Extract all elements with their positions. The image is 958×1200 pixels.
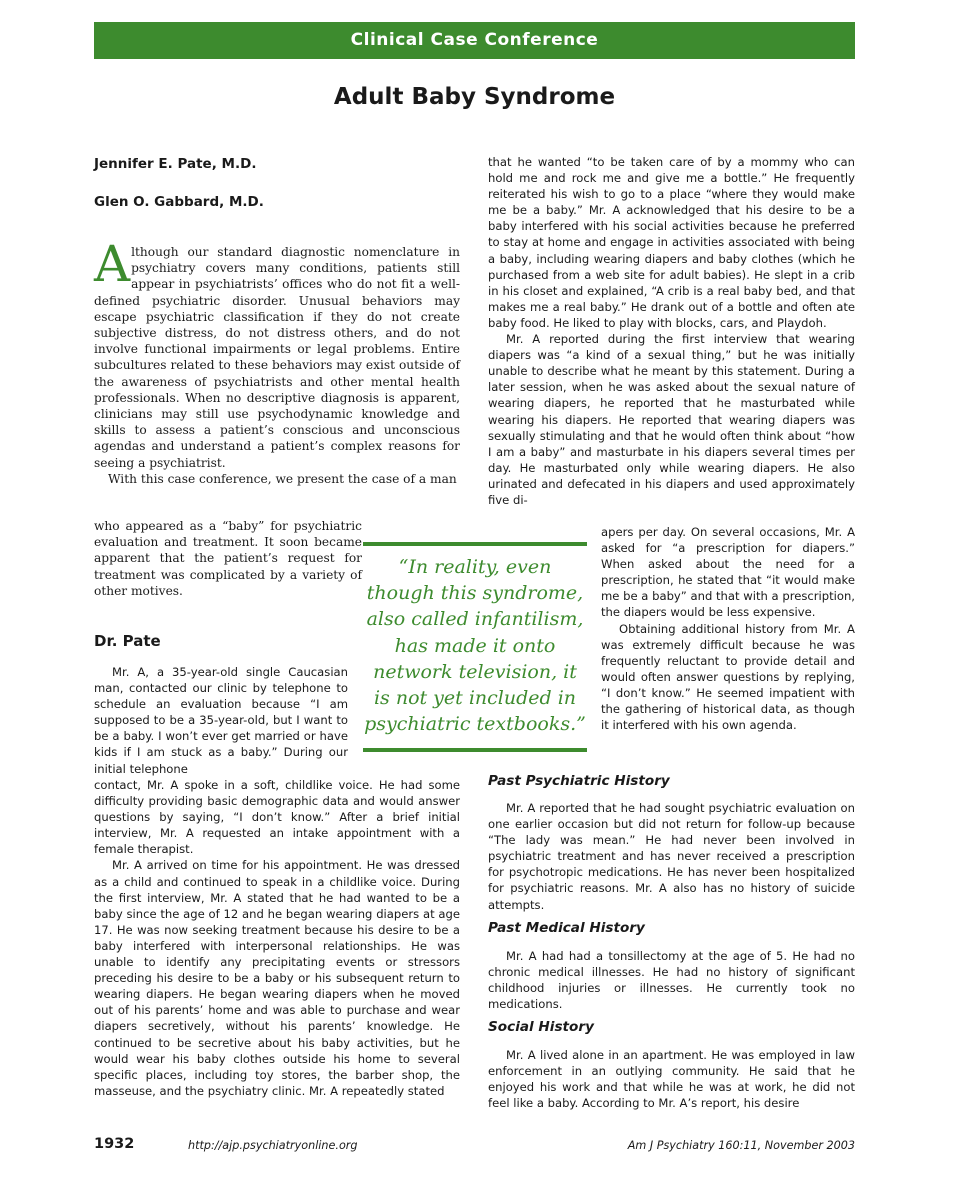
case-paragraph-1-cont: contact, Mr. A spoke in a soft, childlike voice. He had some difficulty providing basic demographic data and would answer questions by saying, “I don’t know.” After a brief initial interview, Mr. A requested an intake appointment with a female therapist. [94, 778, 460, 857]
past-psychiatric-body [488, 800, 855, 913]
social-text: Mr. A lived alone in an apartment. He was employed in law enforcement in an outlying community. He said that he enjoyed his work and that while he was at work, he did not feel like a baby. According to Mr. A’s report, his desire [488, 1048, 855, 1111]
past-medical-text: Mr. A had had a tonsillectomy at the age of 5. He had no chronic medical illnesses. He had no history of significant childhood injuries or illnesses. He currently took no medications. [488, 949, 855, 1012]
author-2: Glen O. Gabbard, M.D. [94, 194, 264, 210]
case-paragraph-2-cont: that he wanted “to be taken care of by a mommy who can hold me and rock me and give me a bottle.” He frequently reiterated his wish to go to a place “where they would make me be a baby.” Mr. A acknowledged that his desire to be a baby interfered with his social activities because he preferred to stay at home and engage in activities associated with being a baby, including wearing diapers and baby clothes (which he purchased from a web site for adult babies). He slept in a crib in his closet and explained, “A crib is a real baby bed, and that makes me a real baby.” He drank out of a bottle and often ate baby food. He liked to play with blocks, cars, and Playdoh. [488, 155, 855, 330]
past-psychiatric-text: Mr. A reported that he had sought psychiatric evaluation on one earlier occasion but did not return for follow-up because “The lady was mean.” He had never been involved in psychiatric treatment and has never received a prescription for psychotropic medications. He has never been hospitalized for psychiatric reasons. Mr. A also has no history of suicide attempts. [488, 801, 855, 912]
drop-cap: A [94, 235, 131, 293]
left-column-body [94, 777, 460, 1099]
intro-paragraph-2-cont: who appeared as a “baby” for psychiatric evaluation and treatment. It soon became apparent that the patient’s request for treatment was complicated by a variety of other motives. [94, 519, 362, 598]
case-text-block: Mr. A, a 35-year-old single Caucasian man, contacted our clinic by telephone to schedule an evaluation because “I am supposed to be a 35-year-old, but I want to be a baby. I won’t ever get married or have kids if I am stuck as a baby.” During our initial telephone [94, 665, 348, 776]
article-title: Adult Baby Syndrome [333, 84, 616, 110]
intro-text [94, 235, 460, 487]
right-column-body [488, 154, 855, 508]
past-medical-body [488, 948, 855, 1012]
section-heading-dr-pate: Dr. Pate [94, 632, 161, 650]
author-1: Jennifer E. Pate, M.D. [94, 156, 257, 172]
case-paragraph-3: Mr. A reported during the first interview that wearing diapers was “a kind of a sexual thing,” but he was initially unable to describe what he meant by this statement. During a later session, when he was asked about the sexual nature of wearing diapers, he reported that he masturbated while wearing his diapers. He reported that wearing diapers was sexually stimulating and that he would often think about “how I am a baby” and masturbate in his diapers several times per day. He masturbated only while wearing diapers. He also urinated and defecated in his diapers and used approximately five di- [488, 332, 855, 507]
heading-social: Social History [488, 1019, 594, 1035]
case-paragraph-4: Obtaining additional history from Mr. A was extremely difficult because he was frequently reluctant to provide detail and would often answer questions by replying, “I don’t know.” He seemed impatient with the gathering of historical data, as though it interfered with his own agenda. [601, 621, 855, 733]
heading-past-psychiatric: Past Psychiatric History [488, 773, 670, 789]
case-paragraph-3-cont: apers per day. On several occasions, Mr. A asked for “a prescription for diapers.” When asked about the need for a prescription, he stated that “it would make me be a baby” and that with a prescription, the diapers would be less expensive. [601, 525, 855, 620]
social-body [488, 1047, 855, 1111]
case-paragraph-1-start [94, 664, 348, 777]
page-number: 1932 [94, 1136, 135, 1152]
section-banner: Clinical Case Conference [94, 22, 855, 59]
journal-url: http://ajp.psychiatryonline.org [188, 1139, 358, 1152]
intro-paragraph-1: lthough our standard diagnostic nomenclature in psychiatry covers many conditions, patients still appear in psychiatrists’ offices who do not fit a well-defined psychiatric disorder. Unusual behaviors may escape psychiatric classification if they do not create subjective distress, do not distress others, and do not involve functional impairments or legal problems. Entire subcultures related to these behaviors may exist outside of the awareness of psychiatrists and other mental health professionals. When no descriptive diagnosis is apparent, clinicians may still use psychodynamic knowledge and skills to assess a patient’s conscious and unconscious agendas and understand a patient’s complex reasons for seeing a psychiatrist. [94, 245, 460, 470]
right-narrow-body [601, 524, 855, 733]
intro-paragraph-2-start: With this case conference, we present the case of a man [108, 471, 457, 486]
journal-citation: Am J Psychiatry 160:11, November 2003 [627, 1139, 855, 1152]
case-paragraph-2: Mr. A arrived on time for his appointment. He was dressed as a child and continued to speak in a childlike voice. During the first interview, Mr. A stated that he had wanted to be a baby since the age of 12 and he began wearing diapers at age 17. He was now seeking treatment because his desire to be a baby interfered with interpersonal relationships. He was unable to identify any precipitating events or stressors preceding his desire to be a baby or his subsequent return to wearing diapers. He began wearing diapers when he moved out of his parents’ home and was able to purchase and wear diapers secretively, without his parents’ knowledge. He continued to be secretive about his baby activities, but he would wear his baby clothes outside his home to several specific places, including toy stores, the barber shop, the masseuse, and the psychiatry clinic. Mr. A repeatedly stated [94, 858, 460, 1098]
heading-past-medical: Past Medical History [488, 920, 645, 936]
pull-quote: “In reality, even though this syndrome, also called infantilism, has made it onto network television, it is not yet included in psychiatric textbooks.” [363, 542, 587, 752]
